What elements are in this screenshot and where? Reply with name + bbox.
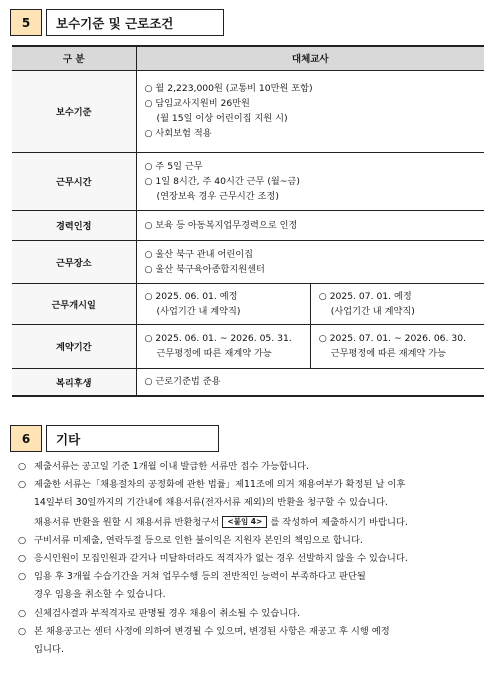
row-label: 보수기준 (12, 70, 136, 152)
row-value-b (310, 324, 484, 368)
value-line: ○ 2025. 07. 01. 예정 (318, 290, 412, 302)
row-label: 근무시간 (12, 152, 136, 210)
item-continuation: 입니다. (34, 644, 64, 656)
list-item (18, 532, 488, 550)
value-line: ○ 2025. 07. 01. ~ 2026. 06. 30. (318, 333, 466, 344)
item-text: 신체검사결과 부적격자로 판명될 경우 채용이 취소될 수 있습니다. (34, 607, 301, 619)
value-line: (월 15일 이상 어린이집 지원 시) (156, 113, 288, 124)
item-continuation: 14일부터 30일까지의 기간내에 채용서류(전자서류 제외)의 반환을 청구할 수 있습니다. (34, 497, 388, 509)
value-line: (사업기간 내 계약직) (330, 305, 415, 317)
row-label: 계약기간 (12, 324, 136, 368)
item-continuation (18, 514, 488, 532)
table-row (12, 324, 484, 368)
item-text: 를 작성하여 제출하시기 바랍니다. (270, 516, 408, 528)
section-number: 6 (10, 425, 42, 452)
value-line: ○ 2025. 06. 01. 예정 (144, 290, 238, 302)
row-value: ○ 보육 등 아동복지업무경력으로 인정 (136, 210, 484, 240)
item-text: 제출서류는 공고일 기준 1개월 이내 발급한 서류만 접수 가능합니다. (34, 461, 309, 472)
value-line: ○ 울산 북구육아종합지원센터 (144, 263, 265, 275)
value-line: ○ 울산 북구 관내 어린이집 (144, 248, 253, 260)
item-continuation: 경우 임용을 취소할 수 있습니다. (34, 589, 166, 601)
attachment-tag: <붙임 4> (222, 516, 267, 528)
row-value-a (136, 283, 310, 324)
value-line: (연장보육 경우 근무시간 조정) (156, 190, 279, 202)
value-line: (사업기간 내 계약직) (156, 305, 241, 317)
row-label: 근무장소 (12, 240, 136, 283)
row-value (136, 152, 484, 210)
table-row (12, 152, 484, 210)
list-item (18, 476, 488, 494)
list-item (18, 458, 488, 476)
item-text: 구비서류 미제출, 연락두절 등으로 인한 불이익은 지원자 본인의 책임으로 합니다. (34, 534, 363, 546)
value-line: ○ 2025. 06. 01. ~ 2026. 05. 31. (144, 333, 292, 344)
value-line: 근무평정에 따른 재계약 가능 (330, 348, 447, 359)
bullet: ○ (18, 607, 27, 619)
item-text: 채용서류 반환을 원할 시 채용서류 반환청구서 (34, 516, 220, 528)
row-value (136, 240, 484, 283)
section-title: 보수기준 및 근로조건 (46, 9, 224, 36)
item-text: 임용 후 3개월 수습기간을 거쳐 업무수행 등의 전반적인 능력이 부족하다고 판단될 (34, 571, 366, 583)
header-substitute-teacher: 대체교사 (136, 46, 484, 70)
list-item (18, 568, 488, 586)
table-row (12, 283, 484, 324)
item-text: 제출한 서류는「채용절차의 공정화에 관한 법률」제11조에 의거 채용여부가 확정된 날 이후 (34, 479, 406, 491)
row-value (136, 70, 484, 152)
list-item (18, 605, 488, 623)
bullet: ○ (18, 571, 27, 583)
row-value: ○ 근로기준법 준용 (136, 368, 484, 396)
table-row (12, 368, 484, 396)
bullet: ○ (18, 625, 27, 637)
list-item (18, 623, 488, 641)
value-line: ○ 월 2,223,000원 (교통비 10만원 포함) (144, 83, 313, 94)
section-6-header (10, 425, 219, 452)
table-row (12, 240, 484, 283)
table-row (12, 210, 484, 240)
bullet: ○ (18, 461, 27, 472)
bullet: ○ (18, 553, 27, 565)
conditions-table (12, 45, 484, 397)
row-value-b (310, 283, 484, 324)
bullet: ○ (18, 534, 27, 546)
row-value-a (136, 324, 310, 368)
header-category: 구 분 (12, 46, 136, 70)
table-row (12, 70, 484, 152)
item-text: 본 채용공고는 센터 사정에 의하여 변경될 수 있으며, 변경된 사항은 재공고 후 시행 예정 (34, 625, 390, 637)
value-line: 근무평정에 따른 재계약 가능 (156, 348, 272, 359)
section-title: 기타 (46, 425, 219, 452)
value-line: ○ 사회보험 적용 (144, 128, 212, 139)
list-item (18, 550, 488, 568)
row-label: 복리후생 (12, 368, 136, 396)
value-line: ○ 주 5일 근무 (144, 160, 203, 172)
bullet: ○ (18, 479, 27, 491)
row-label: 근무개시일 (12, 283, 136, 324)
section-5-header (10, 9, 224, 36)
table-header-row (12, 46, 484, 70)
section-number: 5 (10, 9, 42, 36)
row-label: 경력인정 (12, 210, 136, 240)
misc-list (18, 458, 488, 659)
item-text: 응시인원이 모집인원과 같거나 미달하더라도 적격자가 없는 경우 선발하지 않을 수 있습니다. (34, 553, 408, 565)
value-line: ○ 1일 8시간, 주 40시간 근무 (월~금) (144, 175, 300, 187)
value-line: ○ 담임교사지원비 26만원 (144, 98, 250, 109)
